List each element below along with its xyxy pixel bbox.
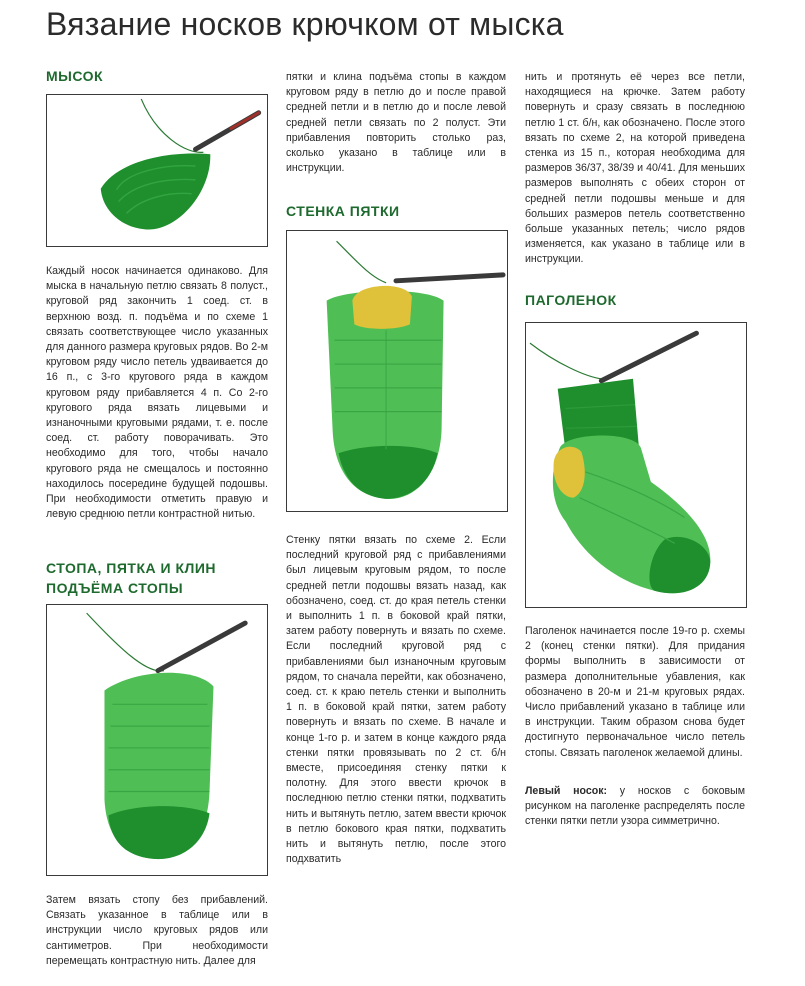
left-sock-note	[525, 784, 745, 830]
foot-heading	[46, 558, 216, 598]
toe-heading: МЫСОК	[46, 68, 104, 84]
left-sock-text: у носков с боковым рисунком на паголенке распределять после стенки пятки петли узора симметрично.	[525, 785, 746, 828]
toe-text: Каждый носок начинается одинаково. Для мыска в начальную петлю связать 8 полуст., круговой ряд закончить 1 соед. ст. в верхнюю возд. п. подъёма и по схеме 1 связать соответствующее число указанных для данного размера круговых рядов. Во 2-м круговом ряду число петель удваивается до 16 п., с 3-го кругового ряда в каждом круговом ряду прибавляется 4 п. Со 2-го кругового ряда вязать лицевыми и изнаночными круговыми рядами, т. е. после соед. ст. работу поворачивать. Это необходимо для того, чтобы начало кругового ряда не смещалось и постоянно находилось посередине будущей подошвы. При необходимости отметить правую и левую среднюю петли контрастной нитью.	[46, 265, 269, 521]
foot-heading-line1: СТОПА, ПЯТКА И КЛИН	[46, 560, 217, 576]
heel-wall-heading: СТЕНКА ПЯТКИ	[286, 203, 400, 219]
heel-wall-photo	[286, 230, 508, 512]
foot-cont-text: пятки и клина подъёма стопы в каждом круговом ряду в петлю до и после правой средней петли и в петлю до и после левой средней петли связать по 2 полуст. Эти прибавления повторить столько раз, сколько указано в таблице или в инструкции.	[286, 71, 506, 175]
left-sock-lead: Левый носок:	[525, 785, 608, 797]
foot-photo	[46, 604, 268, 876]
toe-photo	[46, 94, 268, 247]
heel-wall-text: Стенку пятки вязать по схеме 2. Если последний круговой ряд с прибавлениями был лицевым круговым рядом, то после средней петли подошвы вязать назад, как обозначено, соед. ст. до края петель стенки и выполнить 1 п. в боковой край пятки, затем работу повернуть и вязать по схеме. Если последний круговой ряд с прибавлениями был изнаночным круговым рядом, то сначала перейти, как обозначено, соед. ст. к краю петель стенки и выполнить 1 п. в боковой край пятки, затем работу повернуть и вязать по схеме. В начале и конце 1-го р. и затем в конце каждого ряда стенки пятки провязывать по 2 ст. б/н вместе, присоединяя стенку пятки к полотну. Для этого ввести крючок в последнюю петлю стенки пятки, подхватить нить и вытянуть петлю, затем ввести крючок в петлю бокового края пятки, подхватить нить и вытянуть петлю, после этого подхватить	[286, 534, 506, 866]
foot-text: Затем вязать стопу без прибавлений. Связать указанное в таблице или в инструкции число круговых рядов или сантиметров. При необходимости перемещать контрастную нить. Далее для	[46, 894, 268, 967]
cuff-photo	[525, 322, 747, 608]
cuff-text: Паголенок начинается после 19-го р. схемы 2 (конец стенки пятки). Для придания формы выполнить в зависимости от размера дополнительные убавления, как обозначено в 20-м и 21-м круговых рядах. Число прибавлений указано в таблице или в инструкции. Таким образом снова будет достигнуто первоначальное число петель стопы. Связать паголенок желаемой длины.	[525, 625, 745, 759]
heel-cont-text: нить и протянуть её через все петли, находящиеся на крючке. Затем работу повернуть и сразу связать в последнюю петлю 1 ст. б/н, как обозначено. После этого вязать по схеме 2, на которой приведена стенка из 15 п., которая необходима для размеров 36/37, 38/39 и 40/41. Для меньших размеров выполнять с обеих сторон от средней петли подошвы меньше и для больших размеров петель соответственно больше указанных петель; число рядов изменяется, как указано в таблице или в инструкции.	[525, 71, 745, 266]
cuff-heading: ПАГОЛЕНОК	[525, 292, 617, 308]
page-title: Вязание носков крючком от мыска	[46, 6, 564, 42]
foot-heading-line2: ПОДЪЁМА СТОПЫ	[46, 580, 184, 596]
